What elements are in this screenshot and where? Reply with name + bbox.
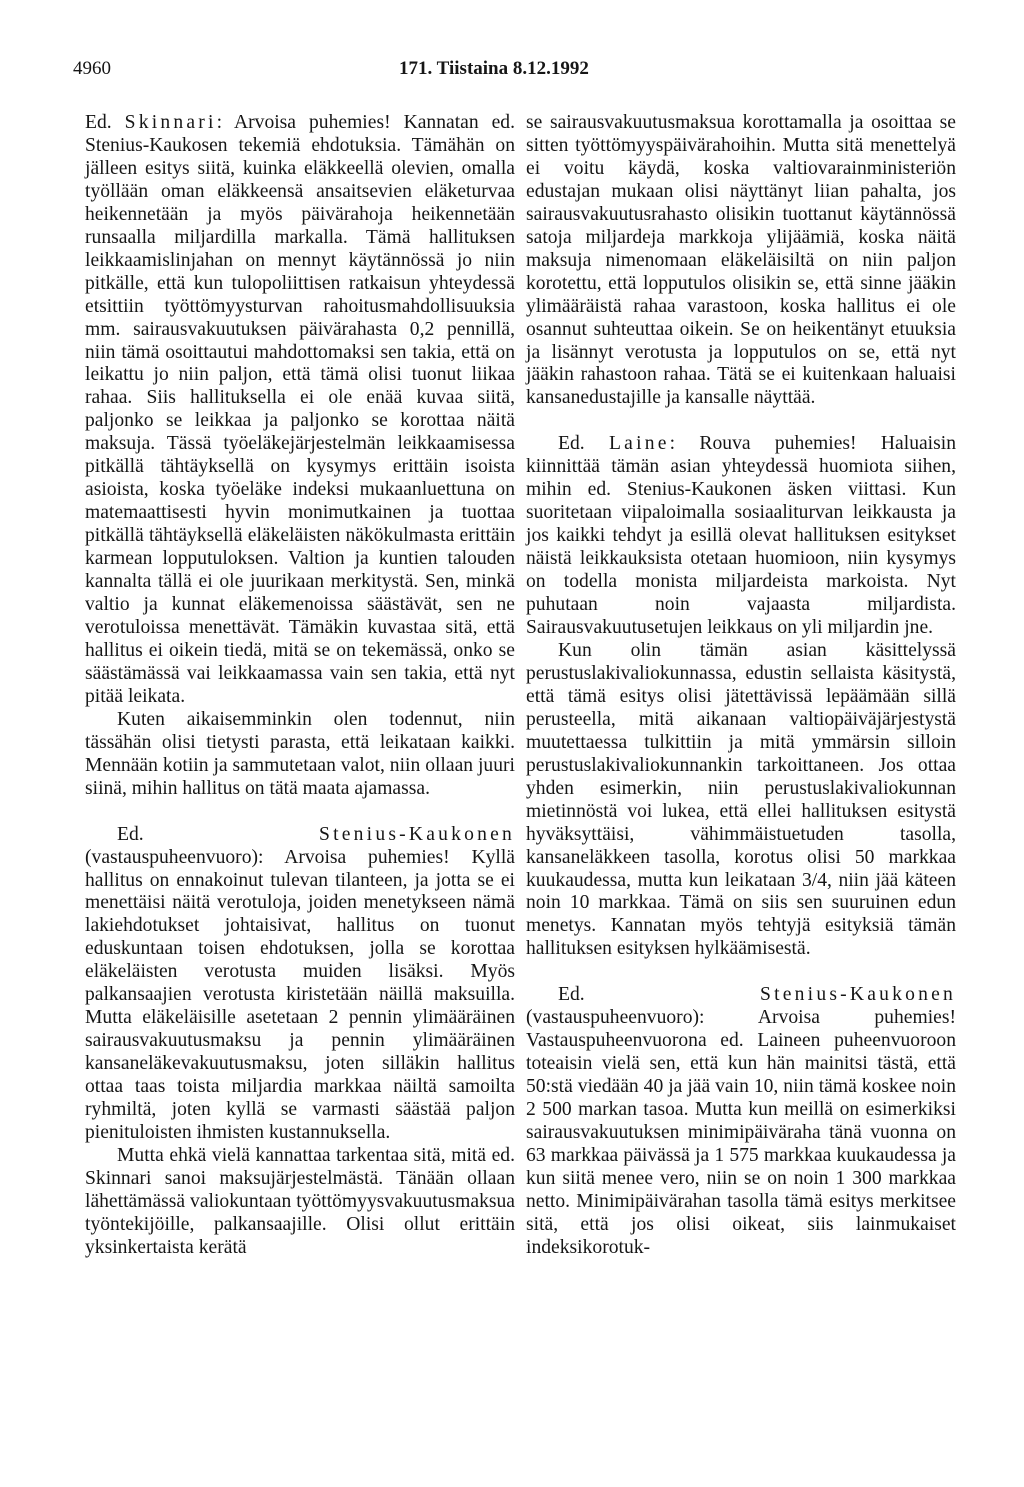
speaker-name: Stenius-Kaukonen: [760, 984, 956, 1006]
speech-paragraph: Mutta ehkä vielä kannattaa tarkentaa sitä, mitä ed. Skinnari sanoi maksujärjestelmästä. Tänään ollaan lähettämässä valiokuntaan työttömyysvakuutusmaksua työntekijöille, palkansaajille. Olisi ollut erittäin yksinkertaista kerätä: [85, 1144, 515, 1258]
page-header: [0, 58, 1024, 82]
speech-prefix: Ed.: [558, 433, 610, 455]
page-number: 4960: [73, 58, 111, 79]
speaker-name: Skinnari: [124, 112, 217, 133]
speech-continuation: se sairausvakuutusmaksua korottamalla ja osoittaa se sitten työttömyyspäivärahoihin. Mutta sitä menettelyä ei voitu käydä, koska valtiovarainministeriön edustajan mukaan olisi näyttänyt liian pahalta, jos sairausvakuutusrahasto olisikin tuottanut käytännössä satoja miljardeja markkoja ylijäämiä, koska näitä maksuja nimenomaan eläkeläisiltä on niin paljon korotettu, että lopputulos olisikin se, että sinne jääkin ylimääräistä rahaa varastoon, koska hallitus ei ole osannut suhteuttaa oikein. Se on heikentänyt etuuksia ja lisännyt verotusta ja lopputulos on se, että nyt jääkin rahastoon rahaa. Tätä se ei kuitenkaan haluaisi kansanedustajille ja kansalle näyttää.: [526, 112, 956, 409]
speech-text: : Arvoisa puhemies! Kannatan ed. Stenius-Kaukosen tekemiä ehdotuksia. Tämähän on jälleen esitys siitä, kuinka eläkkeellä olevien, omalla työllään oman eläkkeensä ansaitsevien eläketurvaa heikennetään ja myös päivärahoja heikennetään runsaalla miljardilla markalla. Tämä hallituksen leikkaamislinjahan on mennyt käytännössä jo niin pitkälle, että kun tulopoliittisen ratkaisun yhteydessä etsittiin työttömyysturvan rahoitusmahdollisuuksia mm. sairausvakuutuksen päivärahasta 0,2 pennillä, niin tämä osoittautui mahdottomaksi sen takia, että on leikattu jo niin paljon, että tämä olisi tuonut liikaa rahaa. Siis hallituksella ei ole enää kuvaa siitä, paljonko se leikkaa ja paljonko se korottaa näitä maksuja. Tässä työeläkejärjestelmän leikkaamisessa pitkällä tähtäyksellä on kysymys erittäin isoista asioista, koska työeläke indeksi mukaanluettuna on matemaattisesti hyvin monimutkainen ja tuottaa pitkällä tähtäyksellä eläkeläisten näkökulmasta erittäin karmean lopputuloksen. Valtion ja kuntien talouden kannalta tällä ei ole juurikaan merkitystä. Sen, minkä valtio ja kunnat eläkemenoissa säästävät, sen ne verotuloissa menettävät. Tämäkin kuvastaa sitä, että hallitus ei oikein tiedä, mitä se on tekemässä, onko se säästämässä vai leikkaamassa vain sen takia, että nyt pitää leikata.: [85, 112, 516, 707]
right-column: [526, 112, 956, 1260]
speech-laine: [526, 433, 956, 640]
speech-text: (vastauspuheenvuoro): Arvoisa puhemies! Vastauspuheenvuorona ed. Laineen puheenvuoroon toteaisin vielä sen, että kun hän mainitsi tästä, että 50:stä viedään 40 ja jää vain 10, niin tämä koskee noin 2 500 markan tasoa. Mutta kun meillä on esimerkiksi sairausvakuutuksen minimipäiväraha tänä vuonna on 63 markkaa päivässä ja 1 575 markkaa kuukaudessa ja kun siitä menee vero, niin se on noin 1 300 markkaa netto. Minimipäivärahan tasolla tämä esitys merkitsee sitä, että jos olisi oikeat, siis lainmukaiset indeksikorotuk-: [526, 1007, 956, 1258]
speech-paragraph: Kun olin tämän asian käsittelyssä perustuslakivaliokunnassa, edustin sellaista käsitystä, että tämä esitys olisi jätettävissä lepäämään sillä perusteella, mitä aikanaan valtiopäiväjärjestystä muutettaessa tulkittiin ja mitä ymmärsin silloin perustuslakivaliokunnankin tarkoittaneen. Jos ottaa yhden esimerkin, niin perustuslakivaliokunnan mietinnöstä voi lukea, että ellei hallituksen esitystä hyväksyttäisi, vähimmäistuetuden tasolla, kansaneläkkeen tasolla, korotus olisi 50 markkaa kuukaudessa, mutta kun leikataan 3/4, niin jää käteen noin 10 markkaa. Tämä on siis sen suuruinen edun menetys. Kannatan myös tehtyjä esityksiä tämän hallituksen esityksen hylkäämisestä.: [526, 639, 956, 960]
speaker-name: Laine: [609, 433, 670, 455]
session-date: 171. Tiistaina 8.12.1992: [399, 58, 589, 79]
speech-stenius-kaukonen-1: [85, 824, 515, 1145]
speech-stenius-kaukonen-2: [526, 984, 956, 1259]
speech-prefix: Ed.: [85, 112, 125, 133]
speech-text: (vastauspuheenvuoro): Arvoisa puhemies! Kyllä hallitus on ennakoinut tulevan tilanteen, ja jotta se ei menettäisi näitä verotuloja, joiden menetykseen nämä lakiehdotukset johtaisivat, hallitus on tuonut eduskuntaan toisen ehdotuksen, jolla se korottaa eläkeläisten verotusta muiden lisäksi. Myös palkansaajien verotusta kiristetään näillä maksuilla. Mutta eläkeläisille asetetaan 2 pennin ylimääräinen sairausvakuutusmaksu ja pennin ylimääräinen kansaneläkevakuutusmaksu, joten silläkin hallitus ottaa taas toista miljardia markkaa näiltä samoilta ryhmiltä, joten kyllä se varmasti säästää paljon pienituloisten ihmisten kustannuksella.: [85, 846, 515, 1143]
speech-skinnari: [85, 112, 515, 709]
speech-prefix: Ed.: [117, 823, 320, 845]
speech-prefix: Ed.: [558, 984, 761, 1006]
speech-paragraph: Kuten aikaisemminkin olen todennut, niin tässähän olisi tietysti parasta, että leikataan kaikki. Mennään kotiin ja sammutetaan valot, niin ollaan juuri siinä, mihin hallitus on tätä maata ajamassa.: [85, 708, 515, 799]
speech-text: : Rouva puhemies! Haluaisin kiinnittää tämän asian yhteydessä huomiota siihen, mihin ed. Stenius-Kaukonen äsken viittasi. Kun suoritetaan viipaloimalla sosiaaliturvan leikkausta ja jos kaikki tehdyt ja esillä olevat hallituksen esitykset näistä leikkauksista otetaan huomioon, niin kysymys on todella monista miljardeista markoista. Nyt puhutaan noin vajaasta miljardista. Sairausvakuutusetujen leikkaus on yli miljardin jne.: [526, 433, 956, 639]
left-column: [85, 112, 515, 1260]
speaker-name: Stenius-Kaukonen: [319, 823, 515, 845]
